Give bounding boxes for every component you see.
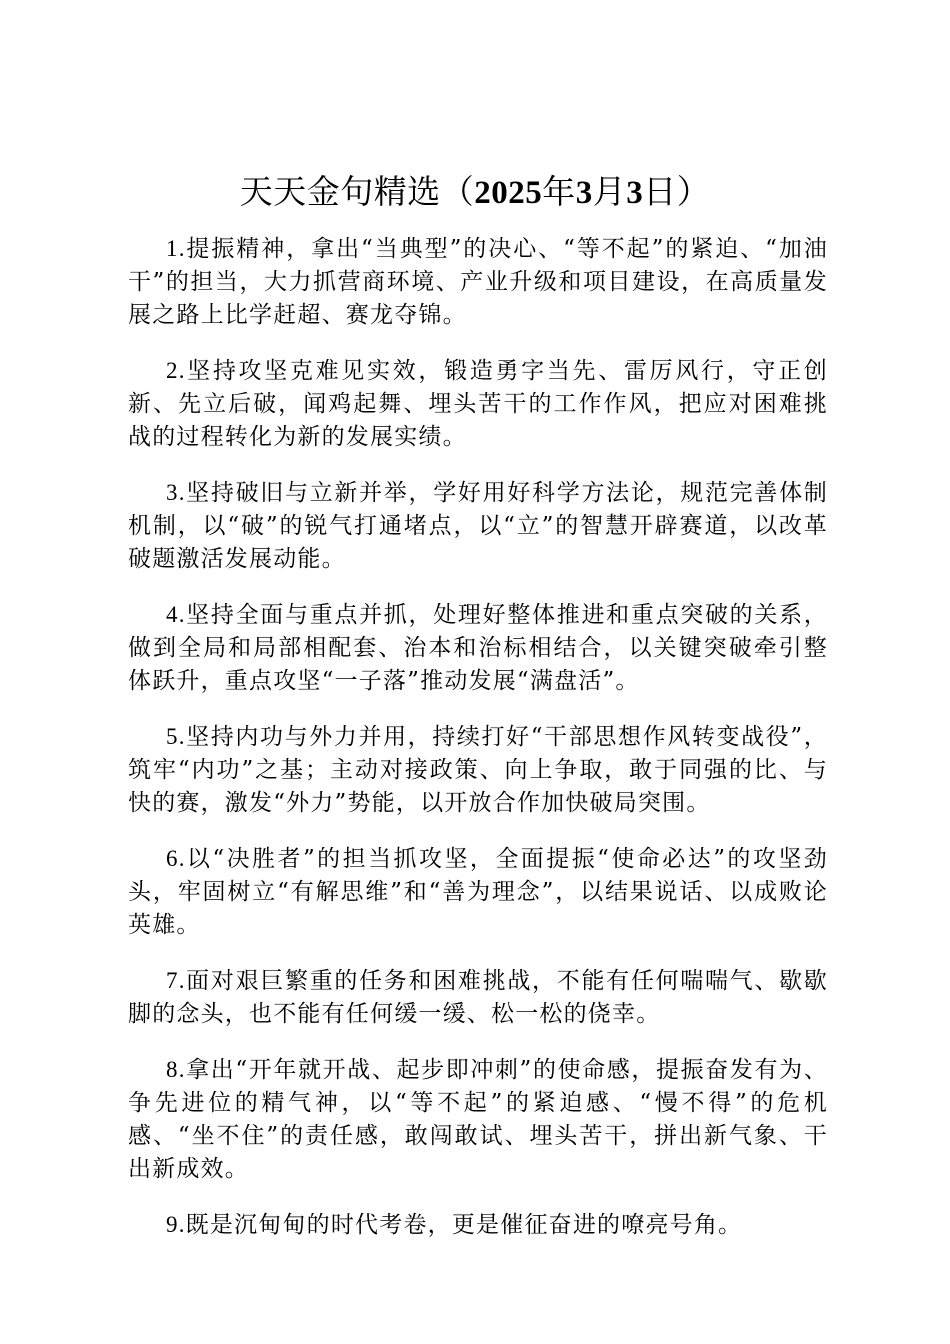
- title-day: 3: [626, 175, 644, 211]
- paragraph-text: 坚持攻坚克难见实效，锻造勇字当先、雷厉风行，守正创新、先立后破，闻鸡起舞、埋头苦干的工作作风，把应对困难挑战的过程转化为新的发展实绩。: [128, 358, 828, 450]
- paragraph-text: 面对艰巨繁重的任务和困难挑战，不能有任何喘喘气、歇歇脚的念头，也不能有任何缓一缓、松一松的侥幸。: [128, 968, 828, 1027]
- paragraph-text: 拿出“开年就开战、起步即冲刺”的使命感，提振奋发有为、争先进位的精气神，以“等不起”的紧迫感、“慢不得”的危机感、“坐不住”的责任感，敢闯敢试、埋头苦干，拼出新气象、干出新成效。: [128, 1057, 828, 1182]
- quote-paragraph: [128, 720, 828, 820]
- title-month: 3: [575, 175, 593, 211]
- quote-paragraph: [128, 964, 828, 1031]
- quote-list: [128, 232, 828, 1264]
- paragraph-text: 提振精神，拿出“当典型”的决心、“等不起”的紧迫、“加油干”的担当，大力抓营商环境、产业升级和项目建设，在高质量发展之路上比学赶超、赛龙夺锦。: [128, 236, 828, 328]
- paragraph-number: 1.: [166, 236, 186, 261]
- paragraph-number: 4.: [166, 602, 186, 627]
- paragraph-number: 7.: [166, 968, 186, 993]
- title-month-unit: 月: [592, 172, 627, 211]
- paragraph-number: 3.: [166, 480, 186, 505]
- title-prefix: 天天金句精选（: [239, 172, 475, 211]
- paragraph-text: 坚持内功与外力并用，持续打好“干部思想作风转变战役”，筑牢“内功”之基；主动对接政策、向上争取，敢于同强的比、与快的赛，激发“外力”势能，以开放合作加快破局突围。: [128, 724, 828, 816]
- quote-paragraph: [128, 476, 828, 576]
- quote-paragraph: [128, 1208, 828, 1242]
- quote-paragraph: [128, 842, 828, 942]
- quote-paragraph: [128, 232, 828, 332]
- paragraph-number: 8.: [166, 1057, 186, 1082]
- title-day-unit: 日）: [643, 172, 711, 211]
- paragraph-number: 9.: [166, 1212, 186, 1237]
- title-year: 2025: [474, 175, 543, 211]
- title-year-unit: 年: [542, 172, 576, 211]
- paragraph-text: 坚持破旧与立新并举，学好用好科学方法论，规范完善体制机制，以“破”的锐气打通堵点，以“立”的智慧开辟赛道，以改革破题激活发展动能。: [128, 480, 828, 572]
- quote-paragraph: [128, 1053, 828, 1186]
- paragraph-text: 既是沉甸甸的时代考卷，更是催征奋进的嘹亮号角。: [185, 1212, 743, 1238]
- paragraph-number: 5.: [166, 724, 186, 749]
- paragraph-text: 坚持全面与重点并抓，处理好整体推进和重点突破的关系，做到全局和局部相配套、治本和治标相结合，以关键突破牵引整体跃升，重点攻坚“一子落”推动发展“满盘活”。: [128, 602, 828, 694]
- paragraph-number: 6.: [166, 846, 186, 871]
- paragraph-text: 以“决胜者”的担当抓攻坚，全面提振“使命必达”的攻坚劲头，牢固树立“有解思维”和“善为理念”，以结果说话、以成败论英雄。: [128, 846, 828, 938]
- quote-paragraph: [128, 354, 828, 454]
- page-title: [0, 164, 950, 221]
- quote-paragraph: [128, 598, 828, 698]
- paragraph-number: 2.: [166, 358, 186, 383]
